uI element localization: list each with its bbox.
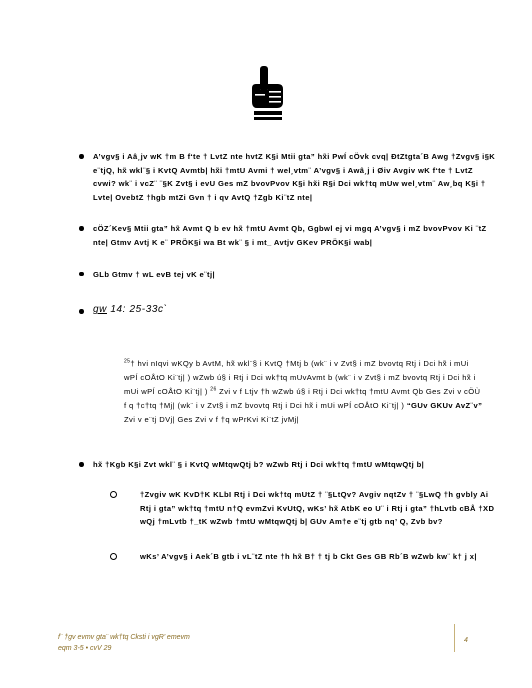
footer-subtitle: eqm 3-5 • cvV 29 xyxy=(58,645,112,652)
scripture-book: gw xyxy=(93,304,107,316)
scripture-quote xyxy=(124,357,484,427)
scripture-verses: 14: 25-33c` xyxy=(106,304,168,316)
verse-25-text: † hvi nIqvi wKQy b AvtM, hx̃ wkl¨§ i KvtQ †Mtj b (wk¨ i v Zvt§ i mZ bvovtq Rtj i Dci hx̃ i mUi wPÍ cOÅtO Ki¨tj| ) wZwb ú§ i Rtj i Dci wk†tq mUvAvmt b (wk¨ i v Zvt§ i mZ bvovtq Rtj i Dci hx̃ i mUi wPÍ cOÅtO Ki¨tj| ) xyxy=(124,359,476,396)
bullet-item-question: cÖZ´Kev§ Mtii gta” hx̃ Avmt Q b ev hx̃ †mtU Avmt Qb, Ggbwl ej vi mgq A’vgv§ i mZ bvovPvov Ki ¨tZ nte| Gtmv Avtj K e¨ PRÖK§i wa Bt wk¨ § i mt_ Avtjv GKev PRÖK§i wab| xyxy=(78,222,498,249)
bullet-item-scripture-reference xyxy=(78,303,498,317)
bullet-item-how-walked-text: hx̃ †Kgb K§i Zvt wkl¨ § i KvtQ wMtqwQtj b? wZwb Rtj i Dci wk†tq †mtU wMtqwQtj b| xyxy=(78,458,498,472)
bullet-item-read-aloud: GLb Gtmv † wL evB tej vK e¨tj| xyxy=(78,268,498,282)
page-footer xyxy=(58,632,190,654)
footer-divider xyxy=(454,624,455,652)
verse-number-26: 26 xyxy=(210,386,217,393)
page-number: 4 xyxy=(464,637,468,644)
lesson-bullet-list xyxy=(78,150,498,317)
verse-26-end: Zvi v e¨tj DVj| Ges Zvi v f †q wPrKvi Ki¨tZ jvMj| xyxy=(124,415,300,424)
pointing-hand-icon xyxy=(248,66,286,124)
sub-bullet-have-you-seen: †Zvgiv wK KvD†K KLbI Rtj i Dci wk†tq mUtZ † ¨§LtQv? Avgiv nqtZv † ¨§LwQ †h gvbly Ai Rtj i gta” wk†tq †mtU n†Q evmZvi KvUtQ, wKs’ hx̃ AtbK eo U¨ i Rtj i gta” †hLvtb cBÅ †XD wQj †mLvtb †_tK wZwb †mtU wMtqwQtj b| GUv Am†e e¨tj gtb nq’ Q, Zvb bv? xyxy=(124,488,500,529)
verse-number-25: 25 xyxy=(124,358,131,365)
footer-title: f¨ †gv evmv gta¨ wk†tq Cksti i vgR’ emevm xyxy=(58,634,190,641)
sub-bullet-remember: wKs’ A’vgv§ i Aek´B gtb i vL¨tZ nte †h hx̃ B† † tj b Ckt Ges GB Rb´B wZwb kw¨ k† j x| xyxy=(124,550,500,564)
bullet-item-how-walked xyxy=(78,458,498,472)
bullet-item-intro: A’vgv§ i Aâ¸jv wK †m B f‘te † LvtZ nte hvtZ K§i Mtii gta” hx̃i PwÍ cÖvk cvq| ÐtZtgta´B Awg †Zvgv§ i§K e¨tjQ, hx̃ wkl¨§ i KvtQ Avmtb| hx̃i †mtU Avmi † wel¸vtm¨ A’vgv§ i Awâ¸j i Øiv Avgiv wK f‘te † LvtZ cvwi? wk¨ i vcZ¨ ¨§K Zvt§ i evU Ges mZ bvovPvov K§i hx̃i R§i Dci wk†tq mUw wel¸vtm¨ Aw¸bq K§i † Lvte| OvebtZ †hgb mtZi Gvn † i qv AvtQ †Zgb Ki¨tZ nte| xyxy=(78,150,498,204)
verse-26-text: Zvi v f Ltjv †h wZwb ú§ i Rtj i Dci wk†tq †mtU Avmt Qb Ges Zvi v cÖÙ f q †c†tq †Mj| (wk¨ i v Zvt§ i mZ bvovtq Rtj i Dci hx̃ i mUi wPÍ cOÅtO Ki¨tj| ) xyxy=(124,387,481,410)
verse-26-exclamation: “GUv GKUv AvZ¨v” xyxy=(406,401,483,410)
